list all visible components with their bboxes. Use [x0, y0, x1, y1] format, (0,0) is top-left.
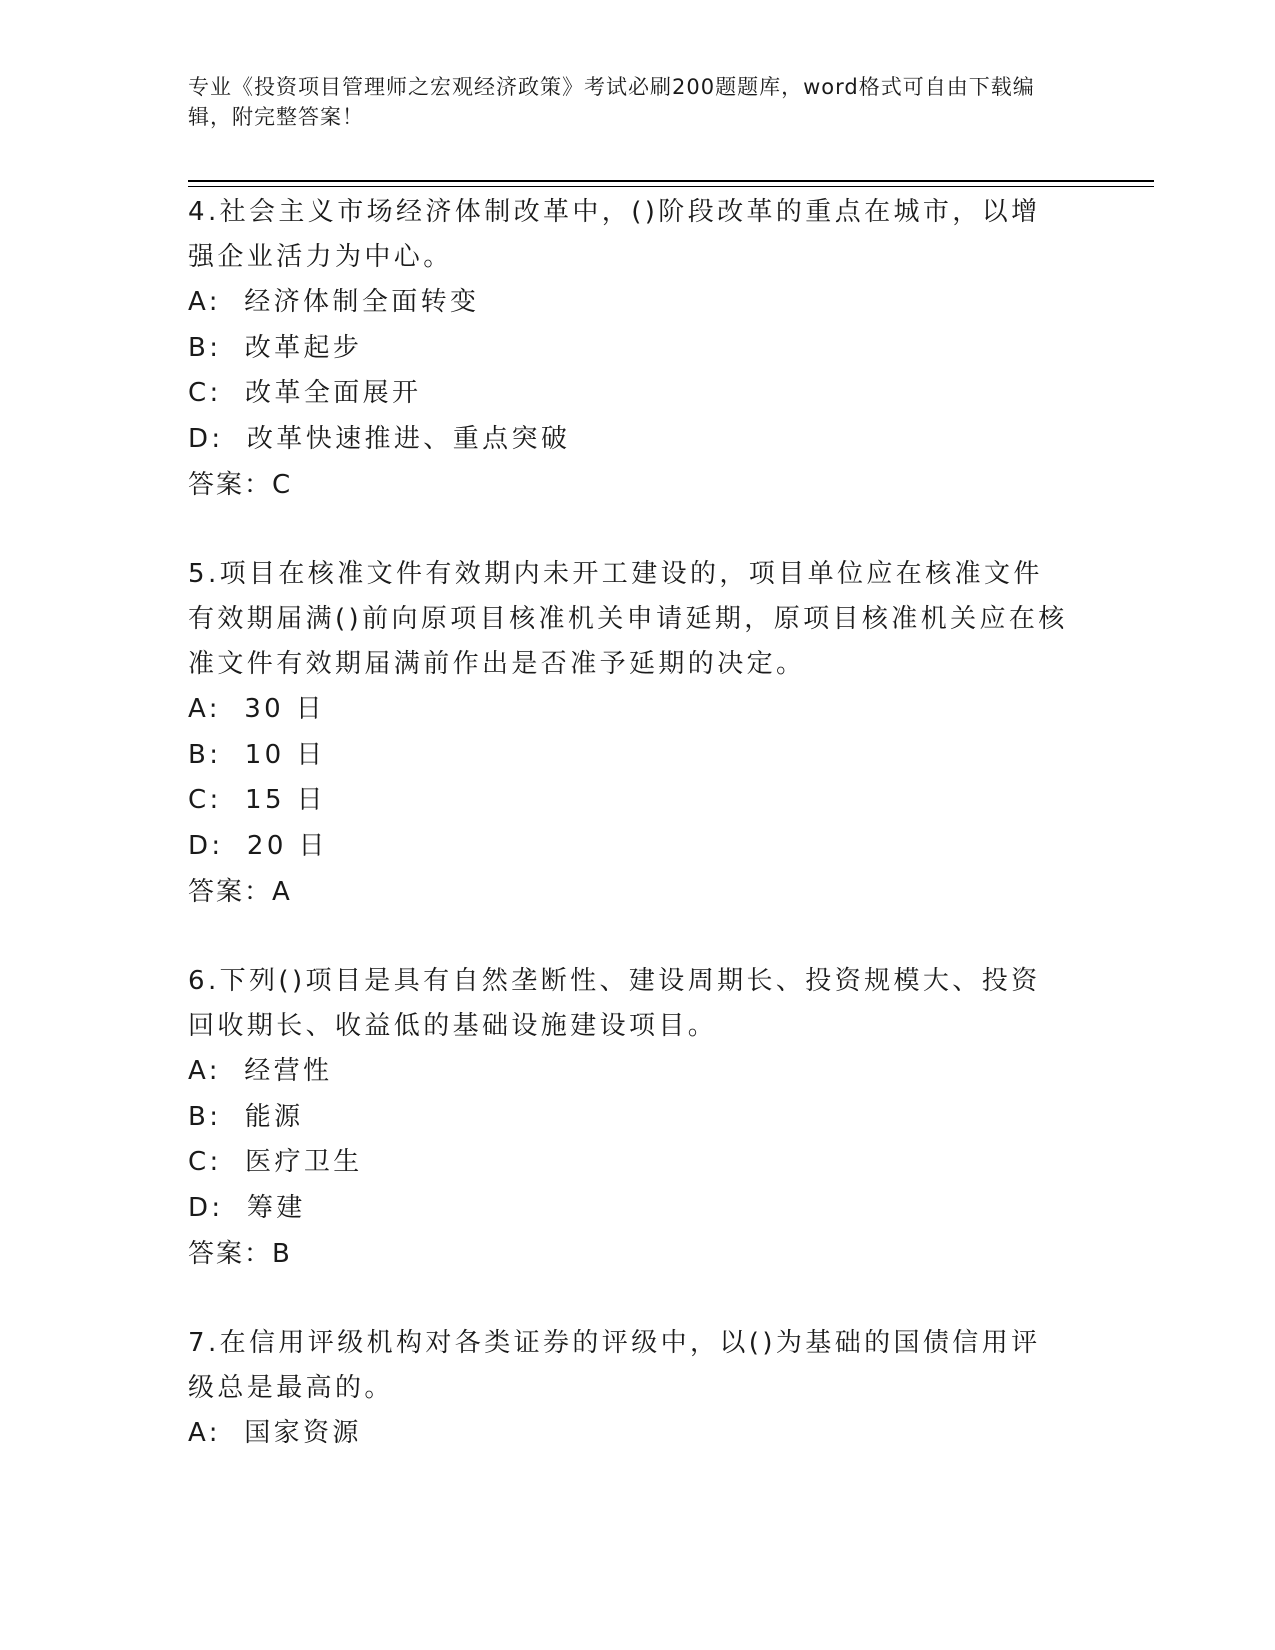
header-divider-thick	[188, 180, 1154, 182]
option-c: C: 改革全面展开	[188, 378, 422, 408]
option-b: B: 10 日	[188, 739, 326, 770]
document-header: 专业《投资项目管理师之宏观经济政策》考试必刷200题题库，word格式可自由下载编辑，附完整答案！	[188, 75, 1035, 129]
question-stem: 4.社会主义市场经济体制改革中，()阶段改革的重点在城市，以增强企业活力为中心。	[188, 197, 1041, 272]
option-a: A: 国家资源	[188, 1418, 362, 1448]
option-a: A: 经济体制全面转变	[188, 287, 480, 317]
option-d: D: 改革快速推进、重点突破	[188, 423, 571, 454]
answer-line: 答案：C	[188, 470, 293, 500]
question-list	[188, 190, 1068, 1457]
option-b: B: 改革起步	[188, 332, 363, 363]
question-stem: 7.在信用评级机构对各类证券的评级中，以()为基础的国债信用评级总是最高的。	[188, 1328, 1041, 1403]
option-c: C: 医疗卫生	[188, 1147, 363, 1177]
answer-line: 答案：B	[188, 1239, 292, 1269]
question-5	[188, 552, 1068, 915]
header-divider-thin	[188, 186, 1154, 187]
option-d: D: 筹建	[188, 1192, 306, 1223]
option-c: C: 15 日	[188, 785, 326, 815]
question-stem: 6.下列()项目是具有自然垄断性、建设周期长、投资规模大、投资回收期长、收益低的基础设施建设项目。	[188, 966, 1041, 1041]
question-4	[188, 190, 1068, 508]
option-d: D: 20 日	[188, 830, 328, 861]
question-stem: 5.项目在核准文件有效期内未开工建设的，项目单位应在核准文件有效期届满()前向原项目核准机关申请延期，原项目核准机关应在核准文件有效期届满前作出是否准予延期的决定。	[188, 559, 1068, 679]
option-a: A: 30 日	[188, 694, 326, 724]
question-6	[188, 959, 1068, 1277]
question-7	[188, 1321, 1068, 1457]
option-a: A: 经营性	[188, 1056, 333, 1086]
option-b: B: 能源	[188, 1101, 304, 1132]
answer-line: 答案：A	[188, 877, 292, 907]
